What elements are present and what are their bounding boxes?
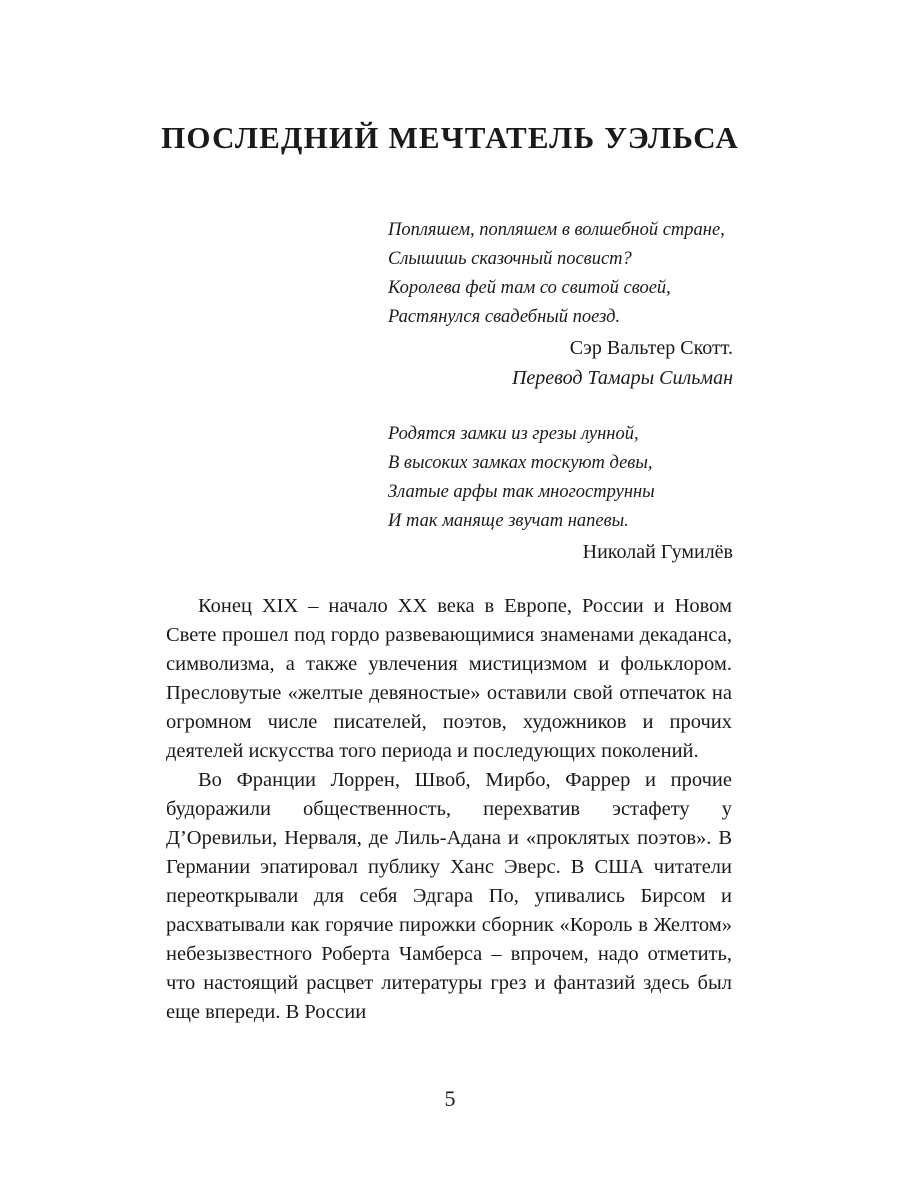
paragraph: Во Франции Лоррен, Швоб, Мирбо, Фаррер и прочие будоражили общественность, перехватив эстафету у Д’Оревильи, Нерваля, де Лиль-Адана и «проклятых поэтов». В Германии эпатировал публику Ханс Эверс. В США читатели переоткрывали для себя Эдгара По, упивались Бирсом и расхватывали как горячие пирожки сборник «Король в Желтом» небезызвестного Роберта Чамберса – впрочем, надо отметить, что настоящий расцвет литературы грез и фантазий здесь был еще впереди. В России (166, 769, 732, 1023)
epigraph-translator: Перевод Тамары Сильман (511, 367, 733, 389)
verse-line: И так маняще звучат напевы. (388, 511, 629, 531)
chapter-title: ПОСЛЕДНИЙ МЕЧТАТЕЛЬ УЭЛЬСА (161, 120, 739, 155)
page-number: 5 (444, 1086, 456, 1111)
epigraph-gumilev (388, 420, 733, 567)
paragraph: Конец XIX – начало XX века в Европе, России и Новом Свете прошел под гордо развевающимися знаменами декаданса, символизма, а также увлечения мистицизмом и фольклором. Пресловутые «желтые девяностые» оставили свой отпечаток на огромном числе писателей, поэтов, художников и прочих деятелей искусства того периода и последующих поколений. (166, 595, 732, 762)
verse-line: Попляшем, попляшем в волшебной стране, (388, 220, 725, 240)
epigraph-author: Николай Гумилёв (582, 541, 733, 563)
epigraph-scott (388, 216, 733, 393)
verse-line: Златые арфы так многострунны (388, 482, 655, 502)
verse-line: Растянулся свадебный поезд. (388, 307, 621, 327)
verse-line: Родятся замки из грезы лунной, (388, 424, 639, 444)
verse-line: В высоких замках тоскуют девы, (388, 453, 653, 473)
verse-line: Королева фей там со свитой своей, (388, 278, 671, 298)
verse-line: Слышишь сказочный посвист? (388, 249, 632, 269)
epigraph-author: Сэр Вальтер Скотт. (569, 337, 733, 359)
body-text (166, 592, 732, 1027)
